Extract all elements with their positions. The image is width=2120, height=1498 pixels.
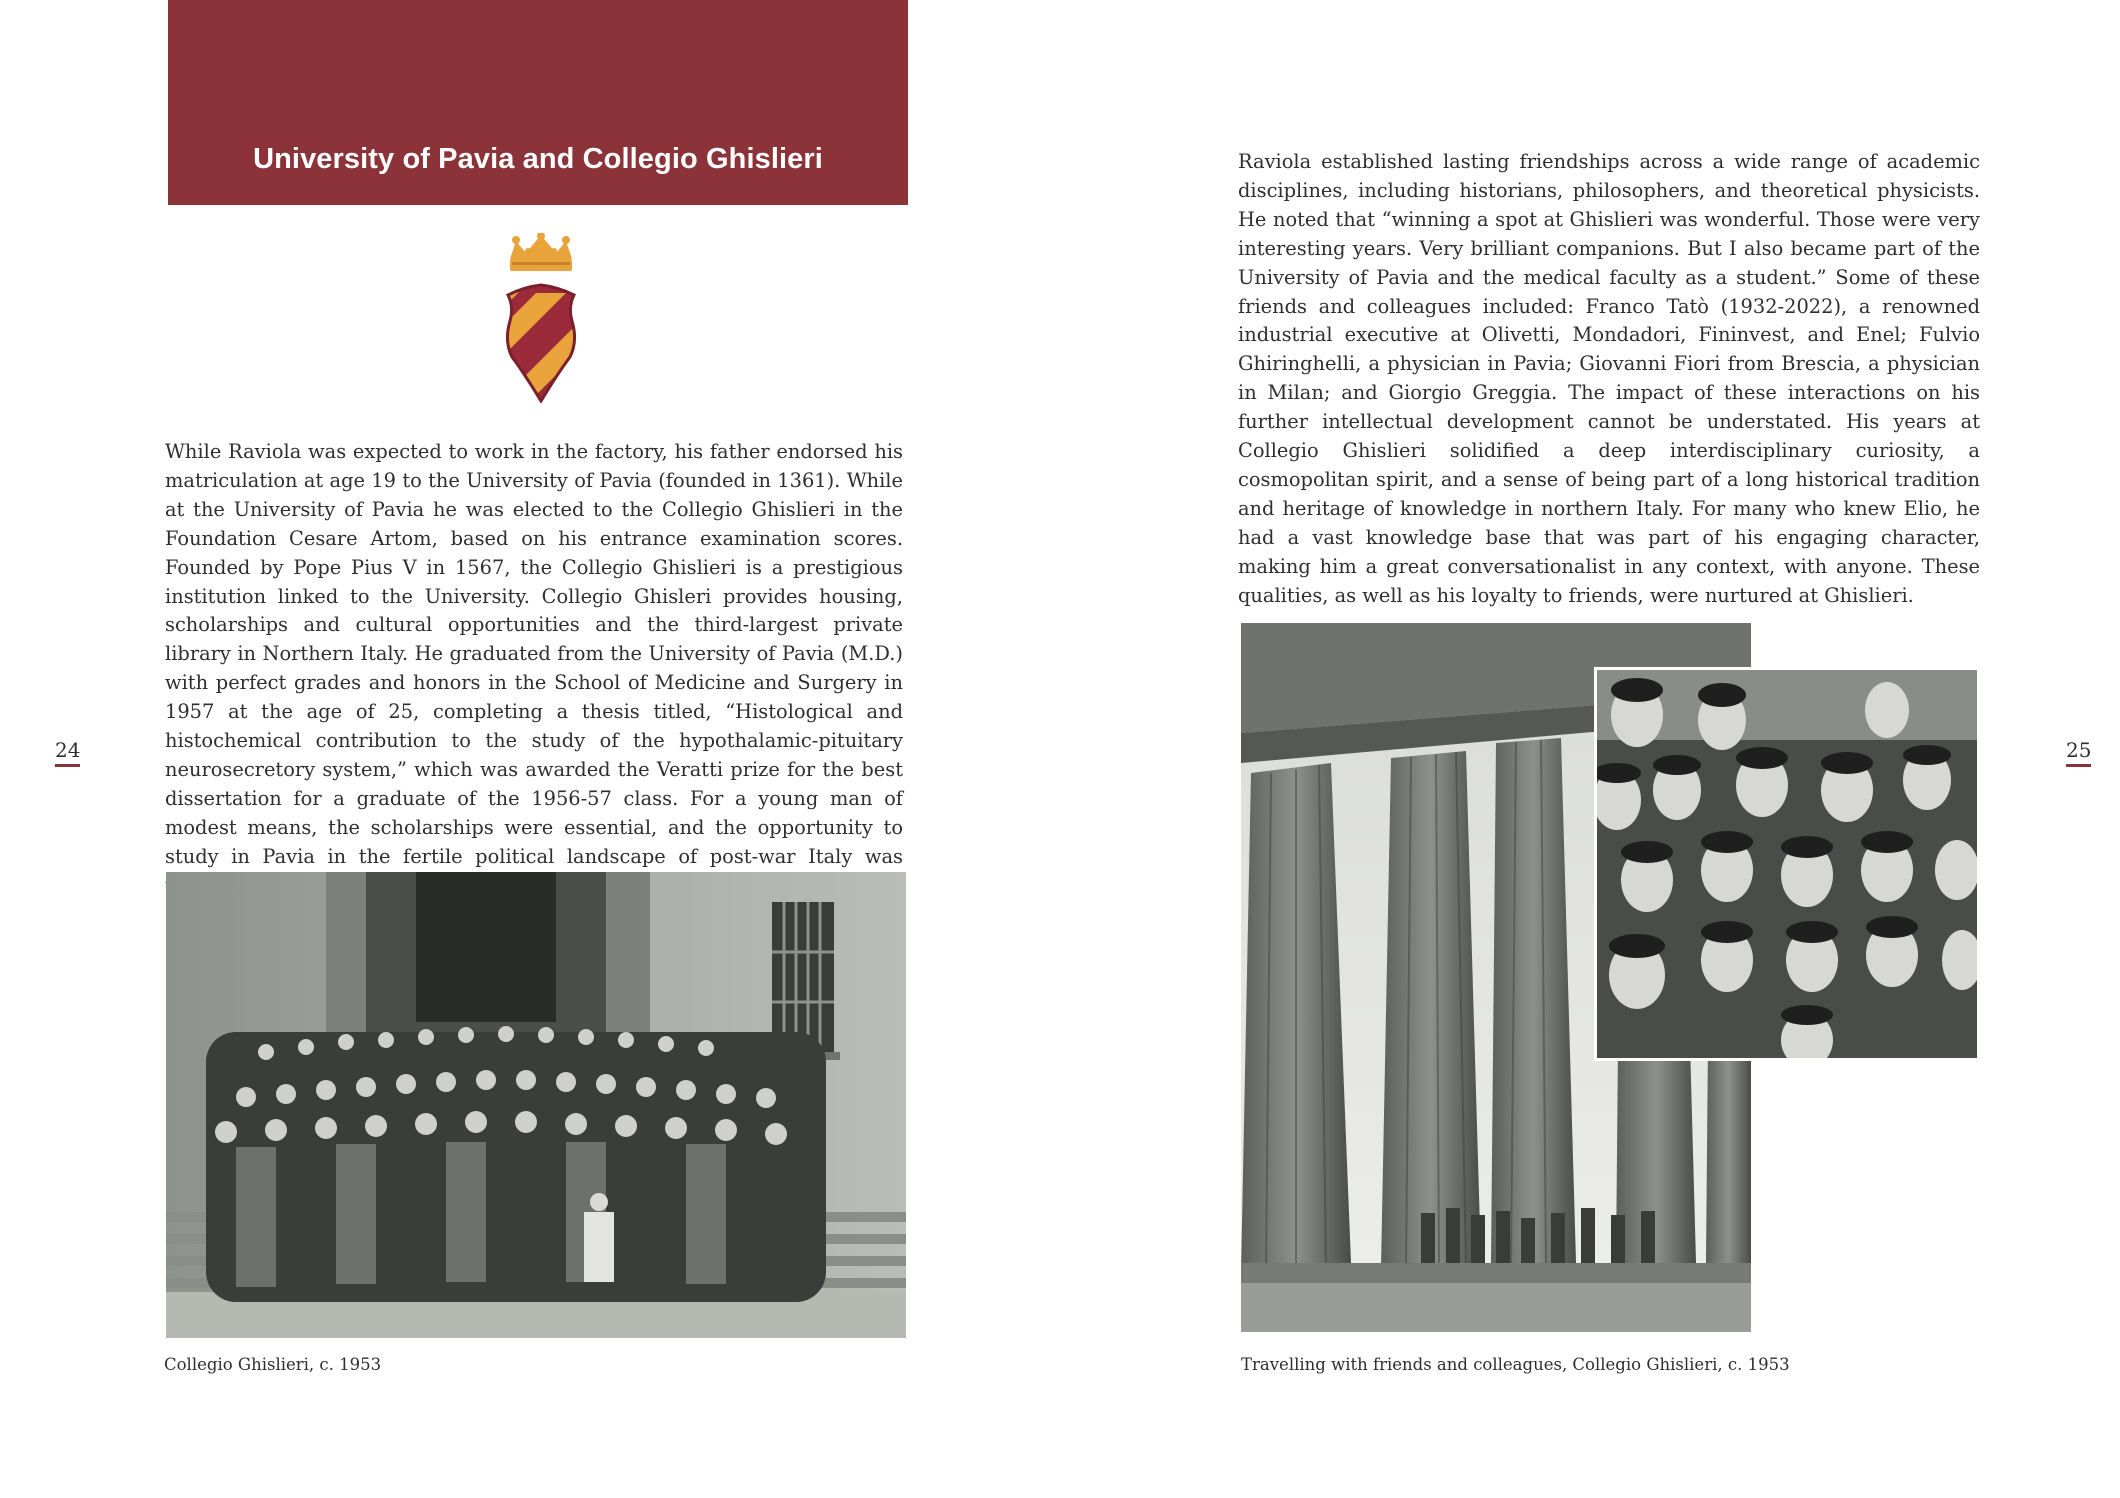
header-banner xyxy=(168,0,908,205)
left-photo-caption: Collegio Ghislieri, c. 1953 xyxy=(164,1355,382,1374)
group-photo-collegio xyxy=(166,872,906,1338)
page-number-right: 25 xyxy=(2066,738,2091,767)
left-body-paragraph: While Raviola was expected to work in the factory, his father endorsed his matriculation at age 19 to the University of Pavia (founded in 1361). While at the University of Pavia he was elected to the Collegio Ghislieri in the Foundation Cesare Artom, based on his entrance examination scores. Founded by Pope Pius V in 1567, the Collegio Ghislieri is a prestigious institution linked to the University. Collegio Ghisleri provides housing, scholarships and cultural opportunities and the third-largest private library in Northern Italy. He graduated from the University of Pavia (M.D.) with perfect grades and honors in the School of Medicine and Surgery in 1957 at the age of 25, completing a thesis titled, “Histological and histochemical contribution to the study of the hypothalamic-pituitary neurosecretory system,” which was awarded the Veratti prize for the best dissertation for a graduate of the 1956-57 class. For a young man of modest means, the scholarships were essential, and the opportunity to study in Pavia in the fertile political landscape of post-war Italy was xyxy=(165,440,903,868)
page-title: University of Pavia and Collegio Ghislieri xyxy=(253,143,823,175)
coat-of-arms-icon xyxy=(488,233,594,403)
friends-portrait-inset xyxy=(1594,667,1980,1061)
page-number-left: 24 xyxy=(55,738,80,767)
right-body-paragraph: Raviola established lasting friendships across a wide range of academic disciplines, including historians, philosophers, and theoretical physicists. He noted that “winning a spot at Ghislieri was wonderful. Those were very interesting years. Very brilliant companions. But I also became part of the University of Pavia and the medical faculty as a student.” Some of these friends and colleagues included: Franco Tatò (1932-2022), a renowned industrial executive at Olivetti, Mondadori, Fininvest, and Enel; Fulvio Ghiringhelli, a physician in Pavia; Giovanni Fiori from Brescia, a physician in Milan; and Giorgio Greggia. The impact of these interactions on his further intellectual development cannot be understated. His years at Collegio Ghislieri solidified a deep interdisciplinary curiosity, a cosmopolitan spirit, and a sense of being part of a long historical tradition and heritage of knowledge in northern Italy. For many who knew Elio, he had a vast knowledge base that was part of his engaging character, making him a great conversationalist in any context, with anyone. These qualities, as well as his loyalty to friends, were nurtured at Ghislieri. xyxy=(1238,150,1980,607)
right-photo-caption: Travelling with friends and colleagues, Collegio Ghislieri, c. 1953 xyxy=(1241,1355,1790,1374)
